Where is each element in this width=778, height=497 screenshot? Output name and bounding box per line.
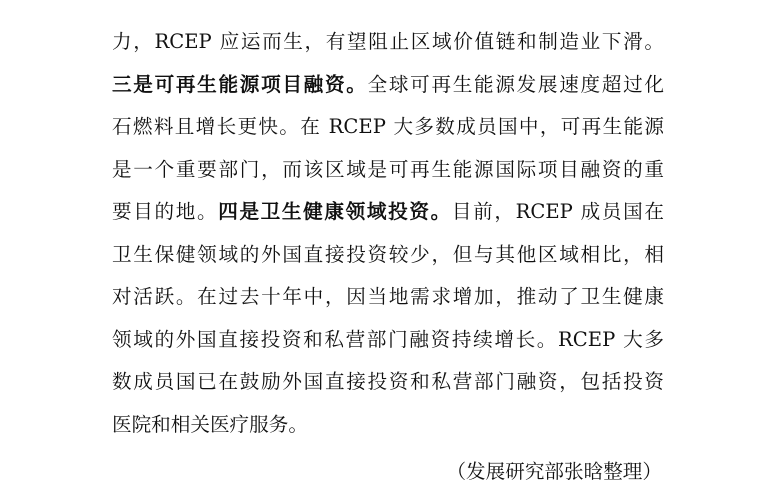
text-line — [112, 156, 664, 184]
body-text: 领域的外国直接投资和私营部门融资持续增长。RCEP 大多 — [112, 327, 664, 351]
body-text: 全球可再生能源发展速度超过化 — [367, 72, 665, 96]
body-text: 力，RCEP 应运而生，有望阻止区域价值链和制造业下滑。 — [112, 30, 664, 53]
body-text: 是一个重要部门，而该区域是可再生能源国际项目融资的重 — [112, 157, 664, 181]
text-line — [112, 411, 664, 439]
body-text: 要目的地。 — [112, 200, 219, 223]
text-line — [112, 28, 664, 56]
body-text: 石燃料且增长更快。在 RCEP 大多数成员国中，可再生能源 — [112, 115, 664, 138]
text-line — [112, 283, 664, 311]
author-credit: （发展研究部张晗整理） — [446, 460, 662, 483]
body-text: 数成员国已在鼓励外国直接投资和私营部门融资，包括投资 — [112, 370, 664, 393]
text-line — [112, 71, 664, 99]
bold-heading-text: 三是可再生能源项目融资。 — [112, 72, 368, 96]
text-line — [112, 241, 664, 269]
body-text: 对活跃。在过去十年中，因当地需求增加，推动了卫生健康 — [112, 285, 664, 308]
body-text: 目前，RCEP 成员国在 — [451, 200, 665, 223]
bold-heading-text: 四是卫生健康领域投资。 — [218, 200, 452, 223]
text-line — [112, 368, 664, 396]
text-line — [112, 326, 664, 354]
body-text: 医院和相关医疗服务。 — [112, 412, 308, 436]
text-line — [112, 198, 664, 226]
text-line — [112, 113, 664, 141]
body-text: 卫生保健领域的外国直接投资较少，但与其他区域相比，相 — [112, 242, 664, 266]
